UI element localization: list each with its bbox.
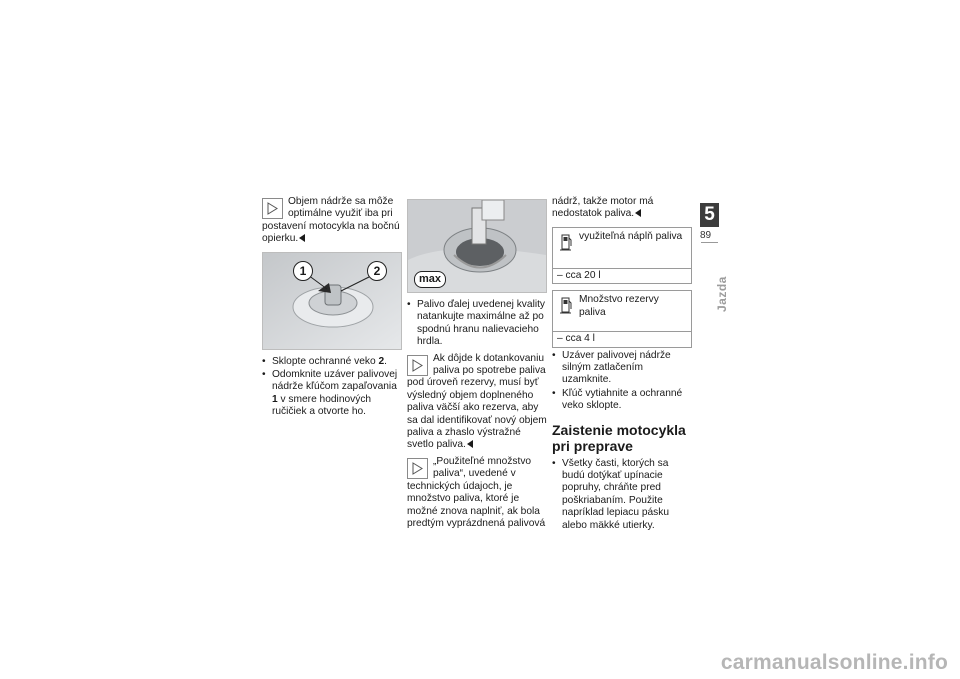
fuel-cap-photo (262, 252, 402, 350)
info-note (407, 353, 547, 452)
end-mark-icon (299, 234, 305, 242)
info-triangle-icon (262, 198, 283, 219)
list-item: • Odomknite uzáver palivovej nádrže kľúčom zapaľovania 1 v smere hodinových ručičiek a otvorte ho. (262, 369, 402, 419)
instruction-list (552, 350, 692, 413)
note-text: „Použiteľné množstvo paliva“, uvedené v technických údajoch, je množstvo paliva, ktoré je možné znova naplniť, ak bola predtým vyprázdnená palivová (407, 455, 546, 529)
note-text: Ak dôjde k dotankovaniu paliva po spotrebe paliva pod úroveň rezervy, musí byť výsledný objem doplneného paliva väčší ako rezerva, aby sa dal identifikovať nový objem paliva a zhaslo výstražné svetlo paliva. (407, 352, 547, 451)
info-note (407, 456, 547, 530)
list-item: • Všetky časti, ktorých sa budú dotýkať upínacie popruhy, chráňte pred poškriabaním. Použite napríklad lepiacu pásku alebo mäkké utierky. (552, 458, 692, 532)
section-heading: Zaistenie motocykla pri preprave (552, 421, 686, 454)
spec-box-reserve-fuel (552, 290, 692, 347)
instruction-list (552, 458, 692, 532)
list-item: • Sklopte ochranné veko 2. (262, 356, 402, 368)
end-mark-icon (635, 209, 641, 217)
list-item: • Kľúč vytiahnite a ochranné veko sklopte. (552, 388, 692, 413)
fuel-pump-icon (559, 294, 573, 316)
chapter-title: Jazda (715, 276, 729, 312)
spec-box-usable-fuel (552, 227, 692, 284)
max-label: max (414, 271, 446, 288)
chapter-title-wrap (701, 254, 729, 314)
column-2 (407, 196, 547, 534)
list-item: • Uzáver palivovej nádrže silným zatlačením uzamknite. (552, 350, 692, 387)
spec-value: – cca 20 l (553, 268, 691, 283)
spec-value: – cca 4 l (553, 331, 691, 346)
info-triangle-icon (407, 458, 428, 479)
info-note (262, 196, 402, 246)
divider (701, 242, 718, 243)
callout-1: 1 (293, 261, 313, 281)
spec-title: využiteľná náplň paliva (579, 230, 683, 242)
filler-neck-photo (407, 199, 547, 293)
continuation-text: nádrž, takže motor má nedostatok paliva. (552, 196, 654, 220)
watermark: carmanualsonline.info (720, 651, 948, 674)
column-1 (262, 196, 402, 423)
page-number: 89 (700, 230, 712, 241)
note-text: Objem nádrže sa môže optimálne využiť iba pri postavení motocykla na bočnú opierku. (262, 196, 400, 245)
instruction-list (407, 299, 547, 349)
end-mark-icon (467, 440, 473, 448)
instruction-list (262, 356, 402, 419)
fuel-pump-icon (559, 231, 573, 253)
column-3 (552, 196, 692, 536)
chapter-number: 5 (700, 203, 719, 227)
list-item: • Palivo ďalej uvedenej kvality natankujte maximálne až po spodnú hranu nalievacieho hrdla. (407, 299, 547, 349)
info-triangle-icon (407, 355, 428, 376)
callout-2: 2 (367, 261, 387, 281)
spec-title: Množstvo rezervy paliva (579, 294, 659, 318)
